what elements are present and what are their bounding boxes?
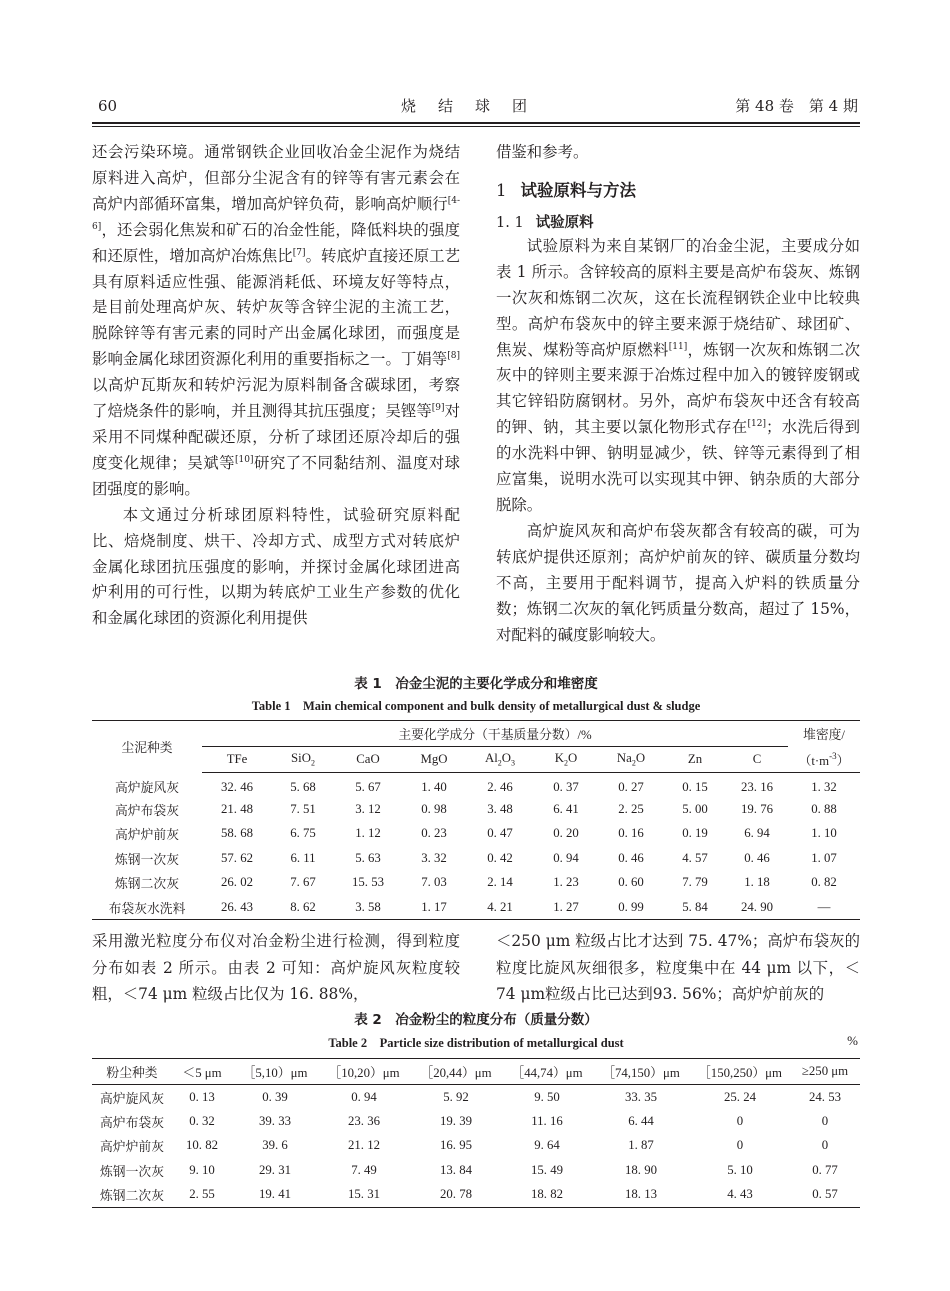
table1-caption-en: Table 1 Main chemical component and bulk density of metallurgical dust & sludge <box>251 699 701 713</box>
table1-cell: 58. 68 <box>221 826 253 841</box>
table1-row <box>92 773 860 798</box>
citation: [11] <box>668 341 688 352</box>
subsection-number: 1. 1 <box>496 214 524 231</box>
table1-cell: — <box>788 895 860 920</box>
table2-cell: 33. 35 <box>625 1089 657 1104</box>
text-run: ；水洗后得到的水洗料中钾、钠明显减少，铁、锌等元素得到了相应富集，说明水洗可以实现其中钾、钠杂质的大部分脱除。 <box>496 418 860 514</box>
middle-right-text <box>496 928 860 1008</box>
table2-cell: 18. 82 <box>502 1183 592 1208</box>
table2-cell: 10. 82 <box>186 1138 218 1153</box>
table2-cell: 16. 95 <box>440 1138 472 1153</box>
table1-cell: 0. 42 <box>487 850 513 865</box>
table2-header-cell: ［20,44）μm <box>410 1059 502 1085</box>
table2-cell: 0. 77 <box>812 1162 838 1177</box>
citation: [12] <box>747 419 766 430</box>
table2-cell: 0. 94 <box>351 1089 377 1104</box>
table2-cell: 9. 50 <box>534 1089 560 1104</box>
table2-header-cell: ［44,74）μm <box>502 1059 592 1085</box>
table2-cell: 11. 16 <box>531 1113 563 1128</box>
table1-cell: 57. 62 <box>221 850 253 865</box>
component-name: CaO <box>356 752 380 766</box>
table1-component-header <box>534 747 598 773</box>
header-rule-thick <box>92 122 860 124</box>
table2-cell: 7. 49 <box>351 1162 377 1177</box>
table1-cell: 0. 20 <box>553 826 579 841</box>
table1-cell: 0. 98 <box>421 801 447 816</box>
component-subscript: 2 <box>564 758 568 768</box>
subsection-heading <box>496 212 860 234</box>
table1-cell: 3. 48 <box>487 801 513 816</box>
table1-cell: 6. 11 <box>290 850 316 865</box>
table1-cell: 0. 82 <box>811 875 837 890</box>
table2-caption-cn: 表 2 冶金粉尘的粒度分布（质量分数） <box>354 1012 598 1028</box>
component-name: TFe <box>226 752 248 766</box>
component-subscript: 2 <box>497 758 502 768</box>
table1-cell: 1. 10 <box>811 826 837 841</box>
table1-component-header <box>202 747 272 773</box>
table2-header-cell: 粉尘种类 <box>92 1059 172 1085</box>
table1-density-unit <box>788 747 860 773</box>
middle-right-paragraph: ＜250 μm 粒级占比才达到 75. 47%；高炉布袋灰的粒度比旋风灰细很多，粒度集中在 44 μm 以下，＜74 μm粒级占比已达到93. 56%；高炉炉前灰的 <box>496 932 860 1003</box>
table2-cell: 23. 36 <box>348 1113 380 1128</box>
table2-cell: 0 <box>821 1138 829 1153</box>
table2-cell: 5. 92 <box>443 1089 469 1104</box>
table1-row-label: 高炉炉前灰 <box>115 828 179 843</box>
component-name: O <box>635 751 646 766</box>
table2-row-label: 炼钢二次灰 <box>92 1183 172 1208</box>
table2-cell: 5. 10 <box>727 1162 753 1177</box>
table2-header-cell: ＜5 μm <box>172 1059 232 1085</box>
table2-cell: 0. 32 <box>189 1113 215 1128</box>
table1-cell: 15. 53 <box>352 875 384 890</box>
table1-cell: 26. 43 <box>202 895 272 920</box>
table2-cell: 2. 55 <box>172 1183 232 1208</box>
table2-cell: 13. 84 <box>440 1162 472 1177</box>
journal-title: 烧结球团 <box>400 97 549 115</box>
table1-cell: 21. 48 <box>221 801 253 816</box>
table2-header-cell: ［74,150）μm <box>592 1059 690 1085</box>
table1-body <box>92 773 860 920</box>
unit-sup: -3 <box>829 750 837 761</box>
table1-cell: 0. 94 <box>553 850 579 865</box>
right-column <box>496 140 860 648</box>
table1-cell: 0. 46 <box>744 850 770 865</box>
table2-cell: 18. 90 <box>625 1162 657 1177</box>
table2-cell: 21. 12 <box>348 1138 380 1153</box>
table1-component-header <box>664 747 726 773</box>
text-run: ，炼钢一次灰和炼钢二次灰中的锌则主要来源于冶炼过程中加入的镀锌废钢或其它锌铅防腐钢材。另外，高炉布袋灰中还含有较高的钾、钠，其主要以氯化物形式存在 <box>496 340 860 437</box>
table2-cell: 39. 33 <box>259 1113 291 1128</box>
citation: [8] <box>447 351 460 362</box>
text-run: ，还会弱化焦炭和矿石的冶金性能，降低料块的强度和还原性，增加高炉冶炼焦比 <box>92 220 460 265</box>
table2-cell: 0. 39 <box>262 1089 288 1104</box>
table1-density-header: 堆密度/ <box>788 721 860 747</box>
table1-cell: 1. 18 <box>744 875 770 890</box>
table2-row-label: 高炉旋风灰 <box>100 1091 164 1106</box>
table1-cell: 23. 16 <box>741 779 773 794</box>
table1-cell: 1. 23 <box>553 875 579 890</box>
table2-header-cell: ≥250 μm <box>790 1059 860 1085</box>
table1-cell: 3. 12 <box>355 801 381 816</box>
component-name: O <box>501 751 512 766</box>
table1-cell: 3. 32 <box>421 850 447 865</box>
table2-cell: 6. 44 <box>628 1113 654 1128</box>
table2-row <box>92 1134 860 1159</box>
table1-group-header: 主要化学成分（干基质量分数）/% <box>202 721 788 747</box>
section-number: 1 <box>496 180 507 200</box>
table1-cell: 0. 47 <box>487 826 513 841</box>
table2-cell: 9. 64 <box>534 1138 560 1153</box>
table1-cell: 1. 27 <box>534 895 598 920</box>
volume-issue: 第 48 卷 第 4 期 <box>735 97 858 115</box>
table1-cell: 2. 25 <box>618 801 644 816</box>
table1-row-label: 高炉旋风灰 <box>115 781 179 796</box>
component-subscript: 2 <box>310 758 315 768</box>
table1-row-label: 炼钢二次灰 <box>115 877 179 892</box>
table2-row <box>92 1085 860 1110</box>
table1-cell: 7. 03 <box>421 875 447 890</box>
table2-header-cell: ［5,10）μm <box>232 1059 318 1085</box>
component-name: C <box>752 752 762 766</box>
table1-cell: 24. 90 <box>726 895 788 920</box>
table2-cell: 19. 41 <box>232 1183 318 1208</box>
left-paragraph-1 <box>92 140 460 503</box>
left-column <box>92 140 460 632</box>
table1-caption-cn: 表 1 冶金尘泥的主要化学成分和堆密度 <box>354 676 598 692</box>
table1-cell: 4. 21 <box>466 895 534 920</box>
table1-cell: 5. 67 <box>355 779 381 794</box>
table2-cell: 0. 13 <box>189 1089 215 1104</box>
table1-row-label: 高炉布袋灰 <box>115 803 179 818</box>
table1-cell: 32. 46 <box>221 779 253 794</box>
table1-cell: 0. 16 <box>618 826 644 841</box>
table1-row <box>92 846 860 871</box>
table1-cell: 1. 07 <box>811 850 837 865</box>
left-paragraph-2: 本文通过分析球团原料特性，试验研究原料配比、焙烧制度、烘干、冷却方式、成型方式对转底炉金属化球团抗压强度的影响，并探讨金属化球团进高炉利用的可行性，以期为转底炉工业生产参数的优化和金属化球团的资源化利用提供 <box>92 505 460 628</box>
table1-cell: 2. 14 <box>487 875 513 890</box>
text-run: 试验原料为来自某钢厂的冶金尘泥，主要成分如表 1 所示。含锌较高的原料主要是高炉布袋灰、炼钢一次灰和炼钢二次灰，这在长流程钢铁企业中比较典型。高炉布袋灰中的锌主要来源于烧结矿、球团矿、焦炭、煤粉等高炉原燃料 <box>496 236 860 359</box>
component-name: O <box>568 751 578 766</box>
table1-row <box>92 797 860 822</box>
table1-row <box>92 822 860 847</box>
right-paragraph-1 <box>496 234 860 519</box>
section-heading <box>496 180 860 202</box>
table1-cell: 0. 60 <box>618 875 644 890</box>
component-name: K <box>554 751 564 766</box>
table1-cell: 0. 46 <box>618 850 644 865</box>
component-subscript: 3 <box>511 758 516 768</box>
table2-header-row <box>92 1059 860 1085</box>
table1-row <box>92 895 860 920</box>
table1-cell: 5. 84 <box>664 895 726 920</box>
unit-text: ） <box>836 753 850 768</box>
table2-header-cell: ［10,20）μm <box>318 1059 410 1085</box>
table1-cell: 7. 79 <box>682 875 708 890</box>
table2-row <box>92 1109 860 1134</box>
table2 <box>92 1058 860 1208</box>
table2-cell: 24. 53 <box>809 1089 841 1104</box>
table1-cell: 26. 02 <box>221 875 253 890</box>
table1-cell: 0. 23 <box>421 826 447 841</box>
table1-cell: 1. 40 <box>421 779 447 794</box>
table2-cell: 15. 49 <box>531 1162 563 1177</box>
component-name: Al <box>484 751 498 766</box>
table2-row-label: 高炉炉前灰 <box>100 1140 164 1155</box>
component-name: Na <box>616 751 632 766</box>
table2-cell: 18. 13 <box>592 1183 690 1208</box>
table2-cell: 39. 6 <box>262 1138 288 1153</box>
middle-left-paragraph: 采用激光粒度分布仪对冶金粉尘进行检测，得到粒度分布如表 2 所示。由表 2 可知：高炉旋风灰粒度较粗，＜74 μm 粒级占比仅为 16. 88%， <box>92 932 460 1003</box>
table1-cell: 5. 68 <box>290 779 316 794</box>
component-name: MgO <box>420 752 448 766</box>
component-name: Zn <box>687 752 703 766</box>
table2-row-label: 炼钢一次灰 <box>100 1164 164 1179</box>
table1-component-row <box>92 747 860 773</box>
citation: [4-6] <box>92 195 460 232</box>
table1-component-header <box>402 747 466 773</box>
table1-cell: 3. 58 <box>334 895 402 920</box>
table2-row <box>92 1183 860 1208</box>
page-number: 60 <box>98 97 118 115</box>
citation: [9] <box>431 403 445 414</box>
text-run: 以高炉瓦斯灰和转炉污泥为原料制备含碳球团，考察了焙烧条件的影响，并且测得其抗压强度；吴铿等 <box>92 376 460 421</box>
table1-cell: 19. 76 <box>741 801 773 816</box>
table2-cell: 0 <box>736 1138 744 1153</box>
text-run: 对采用不同煤种配碳还原，分析了球团还原冷却后的强度变化规律；吴斌等 <box>92 402 460 472</box>
table1-header-type: 尘泥种类 <box>92 721 202 773</box>
table1-cell: 0. 27 <box>618 779 644 794</box>
table2-caption-en: Table 2 Particle size distribution of metallurgical dust <box>328 1036 624 1050</box>
table2-cell: 25. 24 <box>724 1089 756 1104</box>
table1-cell: 0. 15 <box>682 779 708 794</box>
right-paragraph-0: 借鉴和参考。 <box>496 143 589 161</box>
table1-component-header <box>272 747 334 773</box>
table1-cell: 0. 88 <box>811 801 837 816</box>
table1-cell: 6. 41 <box>553 801 579 816</box>
table2-body <box>92 1085 860 1208</box>
table1-cell: 7. 67 <box>290 875 316 890</box>
table1-component-header <box>334 747 402 773</box>
table1-cell: 4. 57 <box>682 850 708 865</box>
table1 <box>92 720 860 920</box>
table2-unit: % <box>847 1033 858 1048</box>
text-run: 还会污染环境。通常钢铁企业回收冶金尘泥作为烧结原料进入高炉，但部分尘泥含有的锌等有害元素会在高炉内部循环富集，增加高炉锌负荷，影响高炉顺行 <box>92 143 460 213</box>
table2-cell: 20. 78 <box>410 1183 502 1208</box>
table1-cell: 6. 94 <box>744 826 770 841</box>
subsection-title: 试验原料 <box>535 214 594 231</box>
text-run: 。转底炉直接还原工艺具有原料适应性强、能源消耗低、环境友好等特点，是目前处理高炉灰、转炉灰等含锌尘泥的主流工艺，脱除锌等有害元素的同时产出金属化球团，而强度是影响金属化球团资源化利用的重要指标之一。丁娟等 <box>92 246 460 369</box>
component-subscript: 2 <box>631 758 636 768</box>
table2-cell: 15. 31 <box>318 1183 410 1208</box>
table2-cell: 19. 39 <box>440 1113 472 1128</box>
table1-component-header <box>598 747 664 773</box>
table2-cell: 0. 57 <box>790 1183 860 1208</box>
table1-cell: 5. 63 <box>355 850 381 865</box>
table1-component-header <box>726 747 788 773</box>
table2-cell: 9. 10 <box>189 1162 215 1177</box>
table1-row-label: 炼钢一次灰 <box>115 852 179 867</box>
middle-left-text <box>92 928 460 1008</box>
component-name: SiO <box>291 751 311 766</box>
table1-row-label: 布袋灰水洗料 <box>92 895 202 920</box>
table2-cell: 1. 87 <box>628 1138 654 1153</box>
table1-cell: 7. 51 <box>290 801 316 816</box>
table2-cell: 4. 43 <box>690 1183 790 1208</box>
table2-header-cell: ［150,250）μm <box>690 1059 790 1085</box>
table2-cell: 0 <box>821 1113 829 1128</box>
unit-text: （t·m <box>798 753 830 768</box>
table1-cell: 5. 00 <box>682 801 708 816</box>
table1-cell: 1. 17 <box>402 895 466 920</box>
table1-cell: 1. 12 <box>355 826 381 841</box>
table1-cell: 1. 32 <box>811 779 837 794</box>
table1-cell: 0. 99 <box>598 895 664 920</box>
table1-cell: 6. 75 <box>290 826 316 841</box>
table2-cell: 29. 31 <box>259 1162 291 1177</box>
citation: [10] <box>234 454 254 465</box>
text-run: 研究了不同黏结剂、温度对球团强度的影响。 <box>92 453 460 498</box>
table2-row-label: 高炉布袋灰 <box>100 1115 164 1130</box>
table1-cell: 0. 19 <box>682 826 708 841</box>
section-title: 试验原料与方法 <box>520 180 636 200</box>
table2-row <box>92 1158 860 1183</box>
citation: [7] <box>292 247 306 258</box>
right-paragraph-2: 高炉旋风灰和高炉布袋灰都含有较高的碳，可为转底炉提供还原剂；高炉炉前灰的锌、碳质量分数均不高，主要用于配料调节，提高入炉料的铁质量分数；炼钢二次灰的氧化钙质量分数高，超过了 15%，对配料的碱度影响较大。 <box>496 521 860 644</box>
table1-cell: 2. 46 <box>487 779 513 794</box>
table1-component-header <box>466 747 534 773</box>
table1-row <box>92 871 860 896</box>
table1-cell: 8. 62 <box>272 895 334 920</box>
table2-cell: 0 <box>736 1113 744 1128</box>
table1-cell: 0. 37 <box>553 779 579 794</box>
header-rule-thin <box>92 126 860 127</box>
